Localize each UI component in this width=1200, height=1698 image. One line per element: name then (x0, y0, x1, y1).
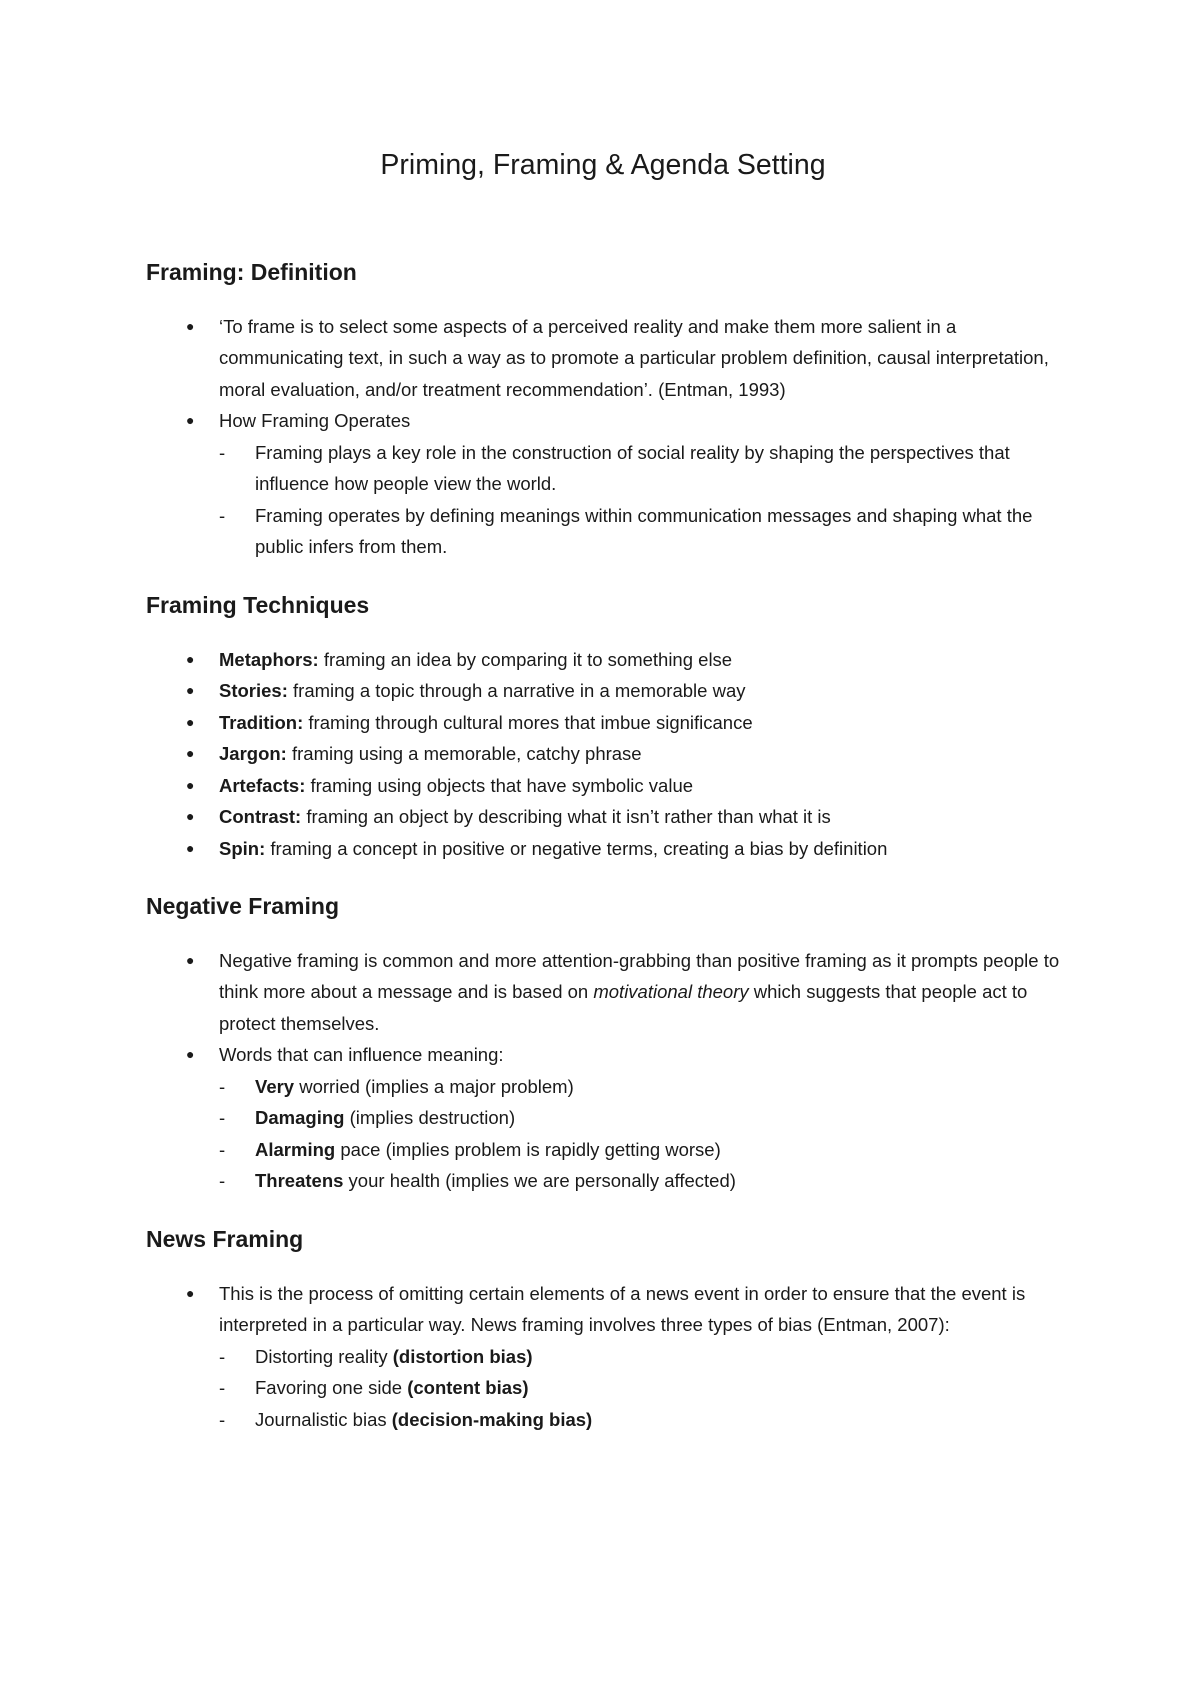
section-heading: Framing: Definition (146, 259, 357, 286)
section-heading: Framing Techniques (146, 591, 370, 618)
sub-list-item (219, 437, 1060, 500)
sub-list-text: Framing operates by defining meanings within communication messages and shaping what the public infers from them. (255, 504, 1033, 558)
list-item-text: How Framing Operates (219, 410, 411, 432)
sub-list-item (219, 1372, 1060, 1404)
bullet-list (146, 1278, 1060, 1436)
list-item (146, 311, 1060, 406)
bullet-icon: ● (186, 682, 195, 699)
list-item (146, 738, 1060, 770)
dash-icon: - (219, 504, 226, 526)
technique-desc: framing an object by describing what it isn’t rather than what it is (301, 806, 831, 828)
technique-desc: framing using a memorable, catchy phrase (286, 743, 642, 765)
list-item-text: which suggests that people act to protect themselves. (219, 981, 1028, 1034)
bullet-icon: ● (186, 1046, 195, 1063)
technique-term: Metaphors: (219, 648, 319, 670)
emphasis-text: motivational theory (593, 981, 749, 1003)
dash-icon: - (219, 1138, 226, 1160)
bullet-icon: ● (186, 412, 195, 429)
section-framing-definition (146, 258, 1060, 563)
list-item (146, 1278, 1060, 1436)
sub-list-item (219, 1102, 1060, 1134)
section-heading: News Framing (146, 1225, 304, 1252)
bullet-list (146, 945, 1060, 1197)
section-news-framing (146, 1225, 1060, 1435)
technique-desc: framing a topic through a narrative in a memorable way (287, 680, 746, 702)
technique-term: Contrast: (219, 806, 302, 828)
dash-icon: - (219, 1345, 226, 1367)
document-title: Priming, Framing & Agenda Setting (380, 149, 826, 181)
word-term: Damaging (255, 1107, 345, 1129)
bullet-list (146, 311, 1060, 563)
bias-text: Journalistic bias (255, 1408, 392, 1430)
word-term: Very (255, 1075, 295, 1097)
list-item (146, 675, 1060, 707)
dash-icon: - (219, 1107, 226, 1129)
sub-list-item (219, 1404, 1060, 1436)
word-desc: (implies destruction) (344, 1107, 516, 1129)
technique-desc: framing using objects that have symbolic value (305, 774, 694, 796)
bias-text: Distorting reality (255, 1345, 393, 1367)
dash-icon: - (219, 1075, 226, 1097)
dash-icon: - (219, 1408, 226, 1430)
technique-term: Jargon: (219, 743, 287, 765)
technique-desc: framing an idea by comparing it to something else (318, 648, 733, 670)
word-desc: pace (implies problem is rapidly getting worse) (335, 1138, 721, 1160)
bullet-icon: ● (186, 1284, 195, 1301)
sub-list-text: Framing plays a key role in the construction of social reality by shaping the perspectives that influence how people view the world. (255, 441, 1010, 495)
dash-list (219, 437, 1060, 563)
section-framing-techniques (146, 591, 1060, 864)
bullet-icon: ● (186, 776, 195, 793)
dash-list (219, 1071, 1060, 1197)
bias-term: (decision-making bias) (391, 1408, 593, 1430)
bullet-icon: ● (186, 745, 195, 762)
sub-list-item (219, 500, 1060, 563)
bullet-icon: ● (186, 951, 195, 968)
dash-icon: - (219, 1377, 226, 1399)
dash-icon: - (219, 1170, 226, 1192)
sub-list-item (219, 1341, 1060, 1373)
list-item (146, 770, 1060, 802)
section-heading: Negative Framing (146, 893, 339, 920)
word-term: Alarming (255, 1138, 336, 1160)
technique-desc: framing a concept in positive or negative terms, creating a bias by definition (265, 837, 888, 859)
list-item (146, 644, 1060, 676)
list-item-text: Words that can influence meaning: (219, 1044, 504, 1066)
list-item-text: This is the process of omitting certain elements of a news event in order to ensure that the event is interpreted in a particular way. News framing involves three types of bias (Entman, 2007): (219, 1282, 1026, 1336)
word-desc: your health (implies we are personally affected) (343, 1170, 736, 1192)
definition-quote: ‘To frame is to select some aspects of a perceived reality and make them more salient in a communicating text, in such a way as to promote a particular problem definition, causal interpretation, moral evaluation, and/or treatment recommendation’. (Entman, 1993) (219, 315, 1049, 400)
dash-list (219, 1341, 1060, 1436)
bullet-icon: ● (186, 839, 195, 856)
bullet-icon: ● (186, 808, 195, 825)
bullet-icon: ● (186, 713, 195, 730)
list-item-text: Negative framing is common and more attention-grabbing than positive framing as it prompts people to think more about a message and is based on (219, 949, 1060, 1003)
bias-term: (content bias) (407, 1377, 529, 1399)
sub-list-item (219, 1165, 1060, 1197)
technique-term: Spin: (219, 837, 266, 859)
bullet-icon: ● (186, 317, 195, 334)
list-item (146, 707, 1060, 739)
dash-icon: - (219, 441, 226, 463)
word-desc: worried (implies a major problem) (294, 1075, 574, 1097)
list-item (146, 1039, 1060, 1197)
list-item (146, 945, 1060, 1040)
technique-term: Stories: (219, 680, 288, 702)
list-item (146, 833, 1060, 865)
sub-list-item (219, 1134, 1060, 1166)
list-item (146, 801, 1060, 833)
bullet-list (146, 644, 1060, 865)
bias-text: Favoring one side (255, 1377, 408, 1399)
technique-term: Tradition: (219, 711, 304, 733)
list-item (146, 405, 1060, 563)
technique-term: Artefacts: (219, 774, 306, 796)
bullet-icon: ● (186, 650, 195, 667)
technique-desc: framing through cultural mores that imbue significance (303, 711, 753, 733)
word-term: Threatens (255, 1170, 344, 1192)
sub-list-item (219, 1071, 1060, 1103)
section-negative-framing (146, 892, 1060, 1197)
bias-term: (distortion bias) (392, 1345, 533, 1367)
